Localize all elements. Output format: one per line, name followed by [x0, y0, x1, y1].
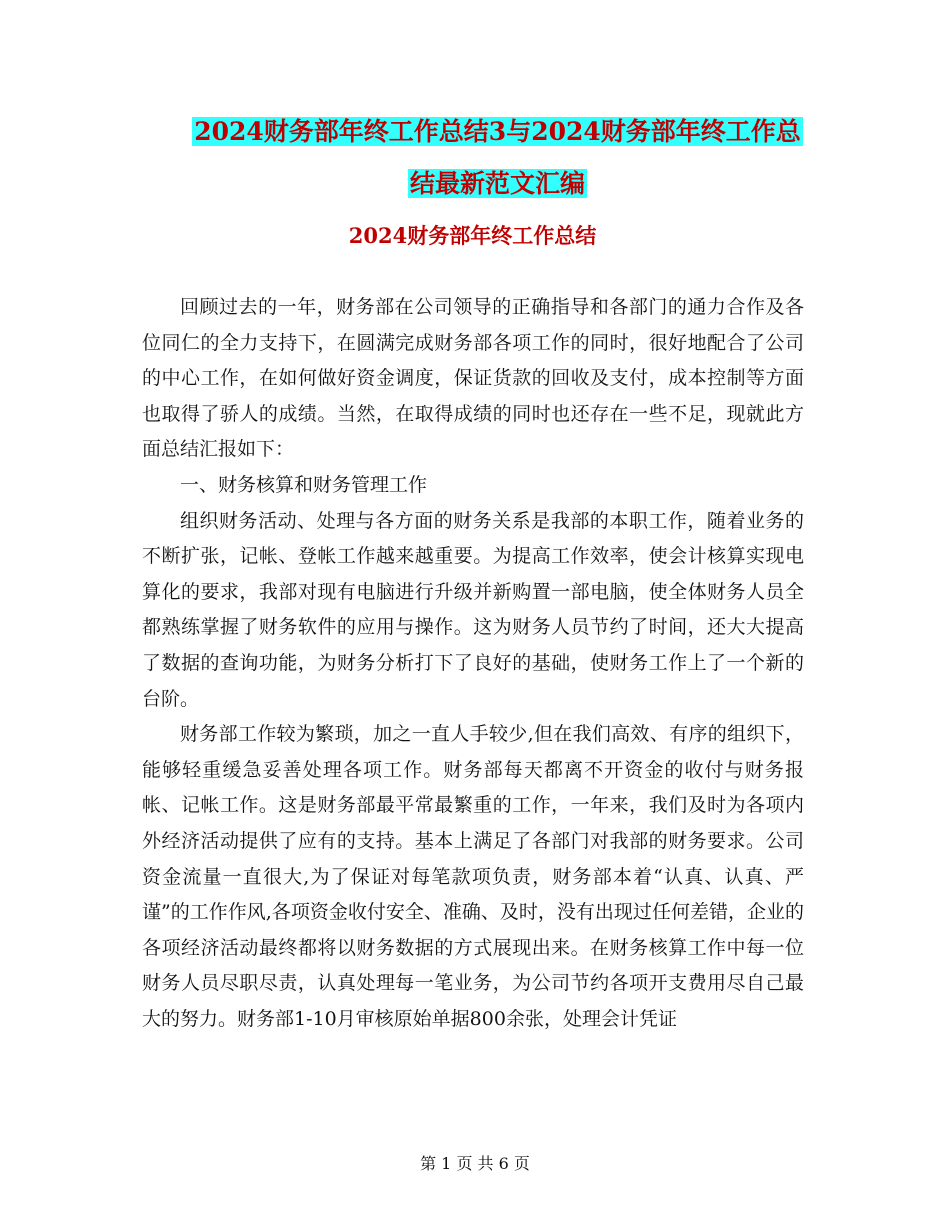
document-body	[142, 290, 804, 1037]
section-title: 2024财务部年终工作总结	[348, 223, 597, 248]
paragraph-intro: 回顾过去的一年，财务部在公司领导的正确指导和各部门的通力合作及各位同仁的全力支持下，在圆满完成财务部各项工作的同时，很好地配合了公司的中心工作，在如何做好资金调度，保证货款的回收及支付，成本控制等方面也取得了骄人的成绩。当然，在取得成绩的同时也还存在一些不足，现就此方面总结汇报如下：	[142, 296, 804, 461]
document-title-line-1: 2024财务部年终工作总结3与2024财务部年终工作总	[194, 117, 801, 146]
paragraph-accounting: 组织财务活动、处理与各方面的财务关系是我部的本职工作，随着业务的不断扩张，记帐、登帐工作越来越重要。为提高工作效率，使会计核算实现电算化的要求，我部对现有电脑进行升级并新购置一部电脑，使全体财务人员全都熟练掌握了财务软件的应用与操作。这为财务人员节约了时间，还大大提高了数据的查询功能，为财务分析打下了良好的基础，使财务工作上了一个新的台阶。	[142, 509, 804, 710]
paragraph-workload: 财务部工作较为繁琐，加之一直人手较少,但在我们高效、有序的组织下，能够轻重缓急妥善处理各项工作。财务部每天都离不开资金的收付与财务报帐、记帐工作。这是财务部最平常最繁重的工作，一年来，我们及时为各项内外经济活动提供了应有的支持。基本上满足了各部门对我部的财务要求。公司资金流量一直很大,为了保证对每笔款项负责，财务部本着“认真、认真、严谨”的工作作风,各项资金收付安全、准确、及时，没有出现过任何差错，企业的各项经济活动最终都将以财务数据的方式展现出来。在财务核算工作中每一位财务人员尽职尽责，认真处理每一笔业务，为公司节约各项开支费用尽自己最大的努力。财务部1-10月审核原始单据800余张，处理会计凭证	[142, 723, 804, 1030]
document-title	[140, 106, 855, 210]
paragraph-heading-1: 一、财务核算和财务管理工作	[180, 473, 428, 496]
page-footer: 第 1 页 共 6 页	[420, 1154, 530, 1173]
document-title-line-2: 结最新范文汇编	[409, 169, 585, 198]
